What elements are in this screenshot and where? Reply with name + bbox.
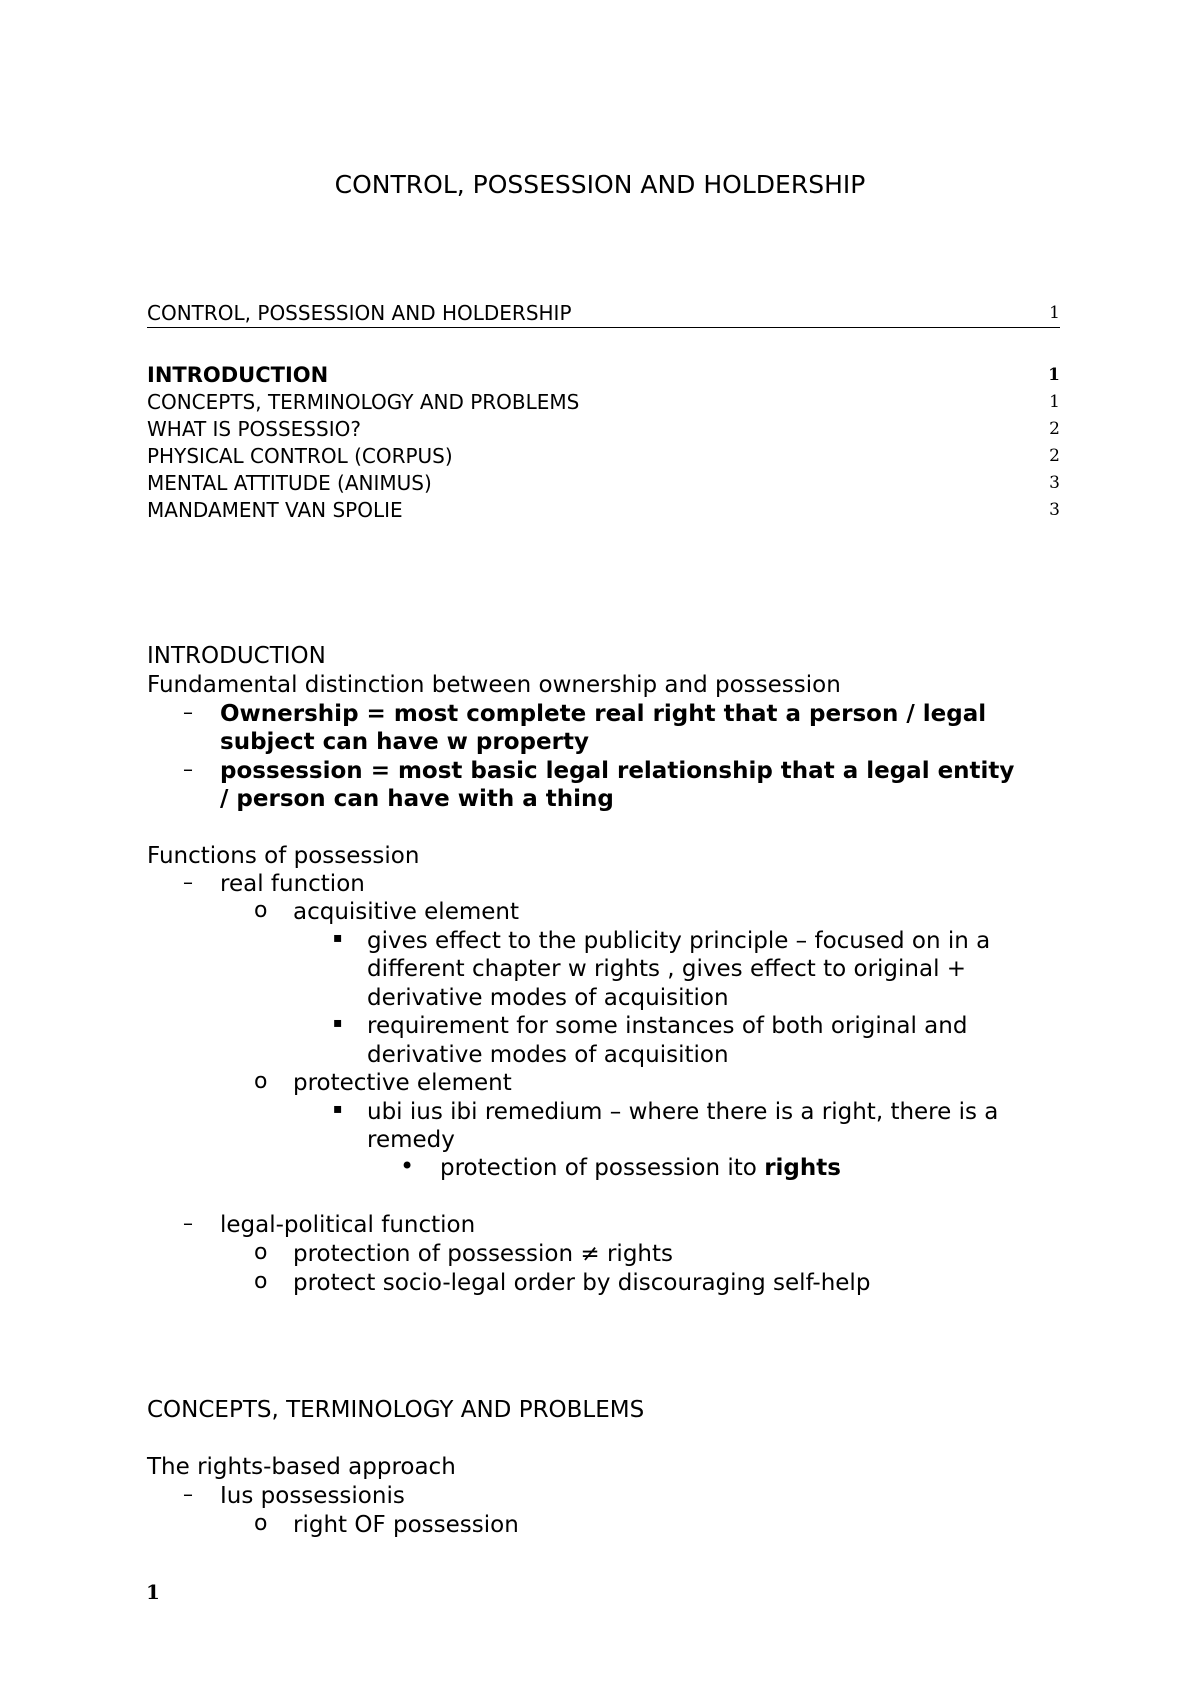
list-item: legal-political function [220, 1212, 476, 1238]
toc-entry-concepts[interactable] [147, 389, 1060, 416]
square-bullet-icon: ▪ [333, 1101, 343, 1117]
page-number: 1 [146, 1580, 160, 1604]
list-item-continued: derivative modes of acquisition [367, 985, 729, 1011]
list-item: right OF possession [293, 1512, 519, 1538]
list-item: requirement for some instances of both original and [367, 1013, 968, 1039]
toc-label: PHYSICAL CONTROL (CORPUS) [147, 444, 453, 468]
toc-page-number: 3 [1049, 500, 1060, 520]
toc-label: CONTROL, POSSESSION AND HOLDERSHIP [147, 301, 572, 325]
list-item [440, 1154, 841, 1182]
list-item: Ownership = most complete real right that a person / legal [220, 701, 987, 727]
list-item: Ius possessionis [220, 1483, 405, 1509]
list-item: protection of possession ≠ rights [293, 1241, 673, 1267]
toc-entry-mandament-van-spolie[interactable] [147, 497, 1060, 524]
toc-entry-introduction[interactable] [147, 362, 1060, 389]
toc-label: INTRODUCTION [147, 363, 329, 387]
paragraph-heading: Functions of possession [147, 843, 420, 869]
dash-marker: – [183, 1482, 193, 1506]
emphasis-text: rights [764, 1155, 841, 1181]
list-item: real function [220, 871, 365, 897]
toc-label: CONCEPTS, TERMINOLOGY AND PROBLEMS [147, 390, 580, 414]
list-item: protective element [293, 1070, 512, 1096]
list-item-text: protection of possession ito [440, 1155, 765, 1181]
list-item: acquisitive element [293, 899, 520, 925]
toc-page-number: 2 [1049, 446, 1060, 466]
dash-marker: – [183, 757, 193, 781]
toc-entry-what-is-possessio[interactable] [147, 416, 1060, 443]
circle-marker: o [254, 1069, 268, 1094]
dash-marker: – [183, 700, 193, 724]
square-bullet-icon: ▪ [333, 930, 343, 946]
section-heading-introduction: INTRODUCTION [147, 643, 326, 669]
list-item: ubi ius ibi remedium – where there is a right, there is a [367, 1099, 999, 1125]
toc-entry-main[interactable] [147, 300, 1060, 328]
circle-marker: o [254, 1511, 268, 1536]
list-item: protect socio-legal order by discouraging self-help [293, 1270, 871, 1296]
round-bullet-icon: • [400, 1152, 415, 1180]
toc-page-number: 2 [1049, 419, 1060, 439]
document-title: CONTROL, POSSESSION AND HOLDERSHIP [334, 170, 866, 199]
list-item-continued: subject can have w property [220, 729, 589, 755]
paragraph-heading: The rights-based approach [147, 1454, 456, 1480]
list-item: gives effect to the publicity principle – focused on in a [367, 928, 991, 954]
toc-page-number: 1 [1049, 303, 1060, 323]
toc-page-number: 1 [1049, 392, 1060, 412]
dash-marker: – [183, 1211, 193, 1235]
list-item-continued: / person can have with a thing [220, 786, 614, 812]
toc-label: WHAT IS POSSESSIO? [147, 417, 361, 441]
list-item-continued: different chapter w rights , gives effect to original + [367, 956, 967, 982]
circle-marker: o [254, 1269, 268, 1294]
circle-marker: o [254, 1240, 268, 1265]
paragraph-text: Fundamental distinction between ownership and possession [147, 672, 841, 698]
toc-label: MANDAMENT VAN SPOLIE [147, 498, 403, 522]
list-item-continued: derivative modes of acquisition [367, 1042, 729, 1068]
list-item-continued: remedy [367, 1127, 455, 1153]
dash-marker: – [183, 870, 193, 894]
section-heading-concepts: CONCEPTS, TERMINOLOGY AND PROBLEMS [147, 1397, 645, 1423]
circle-marker: o [254, 898, 268, 923]
toc-page-number: 1 [1048, 365, 1060, 385]
toc-label: MENTAL ATTITUDE (ANIMUS) [147, 471, 432, 495]
list-item: possession = most basic legal relationship that a legal entity [220, 758, 1015, 784]
toc-page-number: 3 [1049, 473, 1060, 493]
toc-entry-physical-control[interactable] [147, 443, 1060, 470]
square-bullet-icon: ▪ [333, 1015, 343, 1031]
toc-entry-mental-attitude[interactable] [147, 470, 1060, 497]
